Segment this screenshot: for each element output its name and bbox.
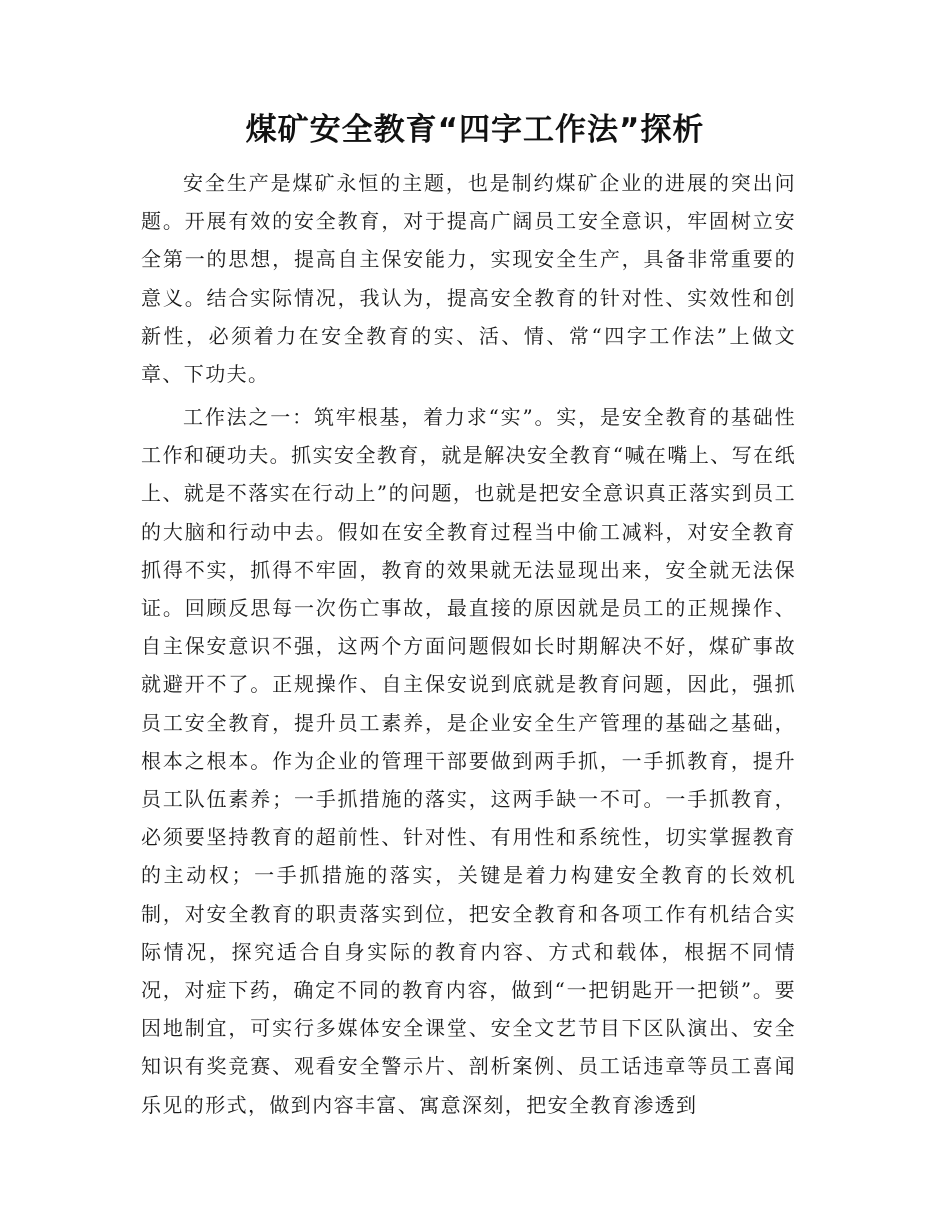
- paragraph-method-one: 工作法之一：筑牢根基，着力求“实”。实，是安全教育的基础性工作和硬功夫。抓实安全教育，就是解决安全教育“喊在嘴上、写在纸上、就是不落实在行动上”的问题，也就是把安全意识真正落实到员工的大脑和行动中去。假如在安全教育过程当中偷工减料，对安全教育抓得不实，抓得不牢固，教育的效果就无法显现出来，安全就无法保证。回顾反思每一次伤亡事故，最直接的原因就是员工的正规操作、自主保安意识不强，这两个方面问题假如长时期解决不好，煤矿事故就避开不了。正规操作、自主保安说到底就是教育问题，因此，强抓员工安全教育，提升员工素养，是企业安全生产管理的基础之基础，根本之根本。作为企业的管理干部要做到两手抓，一手抓教育，提升员工队伍素养；一手抓措施的落实，这两手缺一不可。一手抓教育，必须要坚持教育的超前性、针对性、有用性和系统性，切实掌握教育的主动权；一手抓措施的落实，关键是着力构建安全教育的长效机制，对安全教育的职责落实到位，把安全教育和各项工作有机结合实际情况，探究适合自身实际的教育内容、方式和载体，根据不同情况，对症下药，确定不同的教育内容，做到“一把钥匙开一把锁”。要因地制宜，可实行多媒体安全课堂、安全文艺节目下区队演出、安全知识有奖竞赛、观看安全警示片、剖析案例、员工话违章等员工喜闻乐见的形式，做到内容丰富、寓意深刻，把安全教育渗透到: [141, 405, 796, 1117]
- document-title: 煤矿安全教育“四字工作法”探析: [245, 112, 705, 148]
- paragraph-intro: 安全生产是煤矿永恒的主题，也是制约煤矿企业的进展的突出问题。开展有效的安全教育，对于提高广阔员工安全意识，牢固树立安全第一的思想，提高自主保安能力，实现安全生产，具备非常重要的意义。结合实际情况，我认为，提高安全教育的针对性、实效性和创新性，必须着力在安全教育的实、活、情、常“四字工作法”上做文章、下功夫。: [141, 171, 796, 387]
